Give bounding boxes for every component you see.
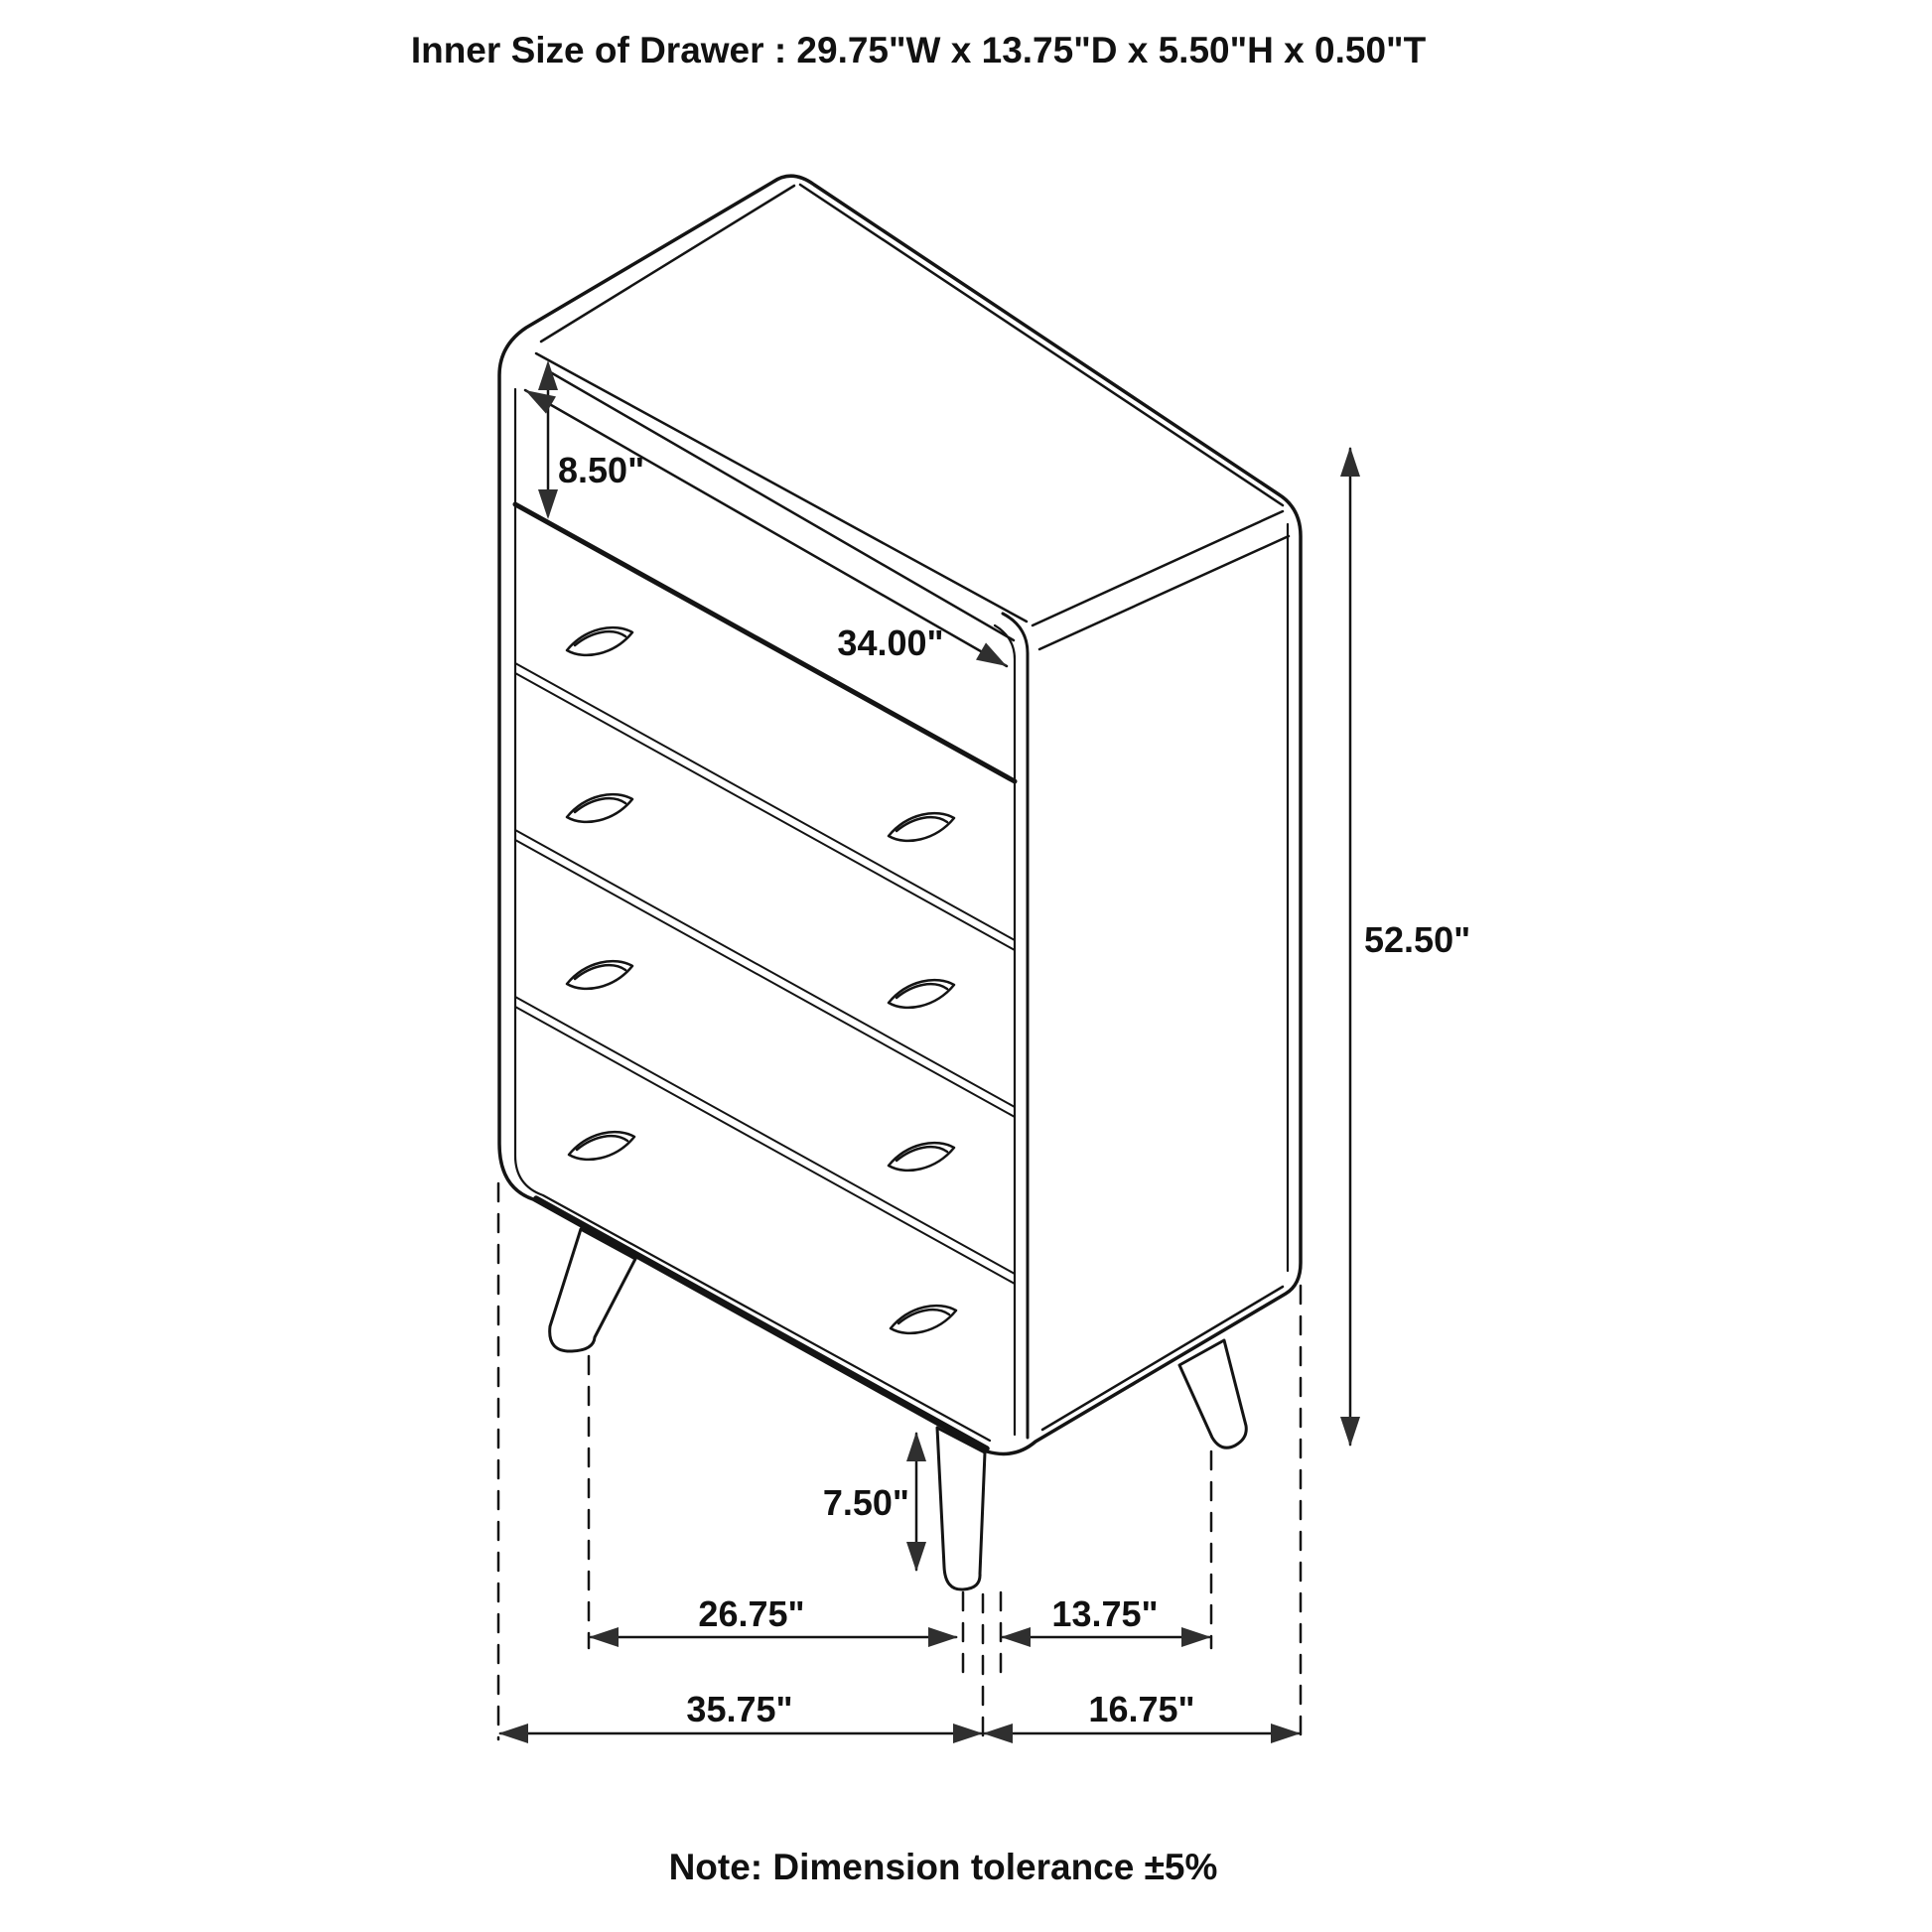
drawer-separator-2 (515, 663, 1015, 950)
drawer4-right-handle (891, 1306, 956, 1333)
dim-label-front-width: 34.00" (837, 622, 944, 663)
arrowhead-16-75-left (983, 1724, 1013, 1743)
dim-label-top-drawer-offset: 8.50" (558, 450, 645, 490)
arrowhead-8-50-bottom (538, 489, 558, 519)
drawer3-right-handle (889, 1143, 954, 1171)
top-face-back-left-edge (541, 186, 794, 342)
arrowhead-26-75-right (928, 1627, 958, 1647)
arrowhead-7-50-top (906, 1432, 926, 1461)
dim-label-front-leg-spacing: 26.75" (698, 1593, 805, 1634)
top-face-right-edge (1033, 511, 1283, 625)
dim-label-overall-height: 52.50" (1364, 919, 1471, 960)
arrowhead-13-75-right (1181, 1627, 1211, 1647)
drawer2-left-handle (567, 794, 632, 822)
front-face-bottom-edge (536, 1198, 987, 1449)
legs (550, 1229, 1247, 1589)
drawer-separator-3 (515, 830, 1015, 1117)
dim-label-overall-width-floor: 35.75" (686, 1689, 793, 1729)
top-face-back-edge (800, 185, 1283, 505)
front-right-leg (937, 1428, 985, 1589)
arrowhead-35-75-right (953, 1724, 983, 1743)
arrowhead-7-50-bottom (906, 1542, 926, 1572)
cabinet-drawing (498, 176, 1350, 1739)
drawer1-left-handle (567, 627, 632, 655)
back-right-leg (1179, 1340, 1246, 1448)
side-face-top-edge (1039, 536, 1289, 649)
drawer2-right-handle (889, 980, 954, 1008)
labels (411, 30, 1470, 1887)
arrowhead-13-75-left (1001, 1627, 1031, 1647)
arrowhead-35-75-left (498, 1724, 528, 1743)
front-face-top-edge (547, 370, 1014, 640)
dimension-lines (500, 364, 1350, 1733)
dim-label-side-leg-spacing: 13.75" (1051, 1593, 1159, 1634)
dim-label-leg-height: 7.50" (822, 1482, 909, 1523)
arrowhead-52-50-top (1340, 447, 1360, 477)
drawing-title: Inner Size of Drawer : 29.75"W x 13.75"D x 5.50"H x 0.50"T (410, 30, 1427, 70)
front-face-right-inner-edge (995, 625, 1015, 1435)
drawer3-left-handle (567, 961, 632, 989)
arrowhead-52-50-bottom (1340, 1417, 1360, 1447)
dim-label-overall-depth-floor: 16.75" (1088, 1689, 1195, 1729)
arrowhead-26-75-left (589, 1627, 619, 1647)
side-face-bottom-inner-edge (1042, 1287, 1283, 1430)
arrowhead-16-75-right (1271, 1724, 1301, 1743)
arrowhead-34-00-right (976, 642, 1012, 674)
drawer4-left-handle (569, 1132, 634, 1160)
tolerance-note: Note: Dimension tolerance ±5% (668, 1847, 1218, 1887)
drawer1-right-handle (889, 813, 954, 841)
